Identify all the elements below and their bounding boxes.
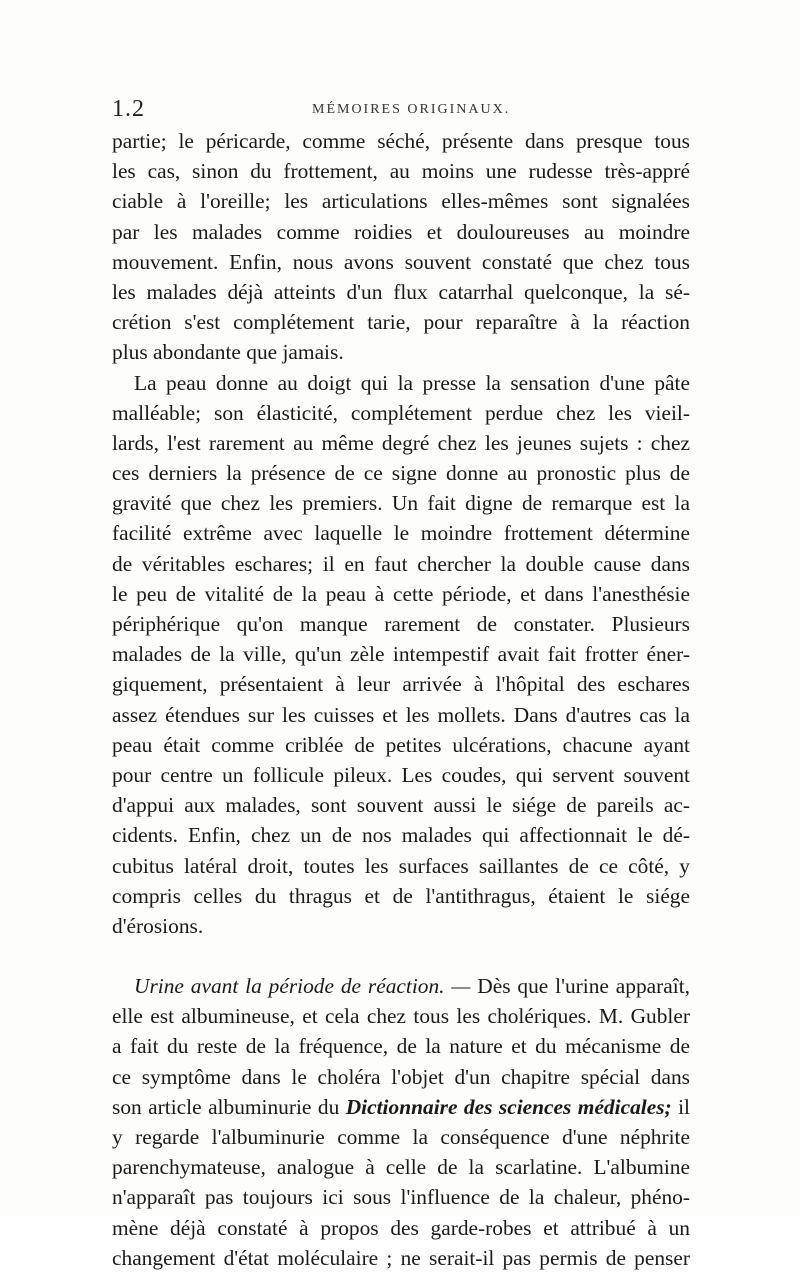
text-line: périphérique qu'on manque rarement de constater. Plusieurs [112, 612, 690, 636]
text-line: malléable; son élasticité, complétement perdue chez les vieil- [112, 400, 690, 425]
text-fragment: son article albuminurie du [112, 1094, 346, 1119]
text-line: les cas, sinon du frottement, au moins une rudesse très-appré [112, 159, 690, 184]
text-line: y regarde l'albuminurie comme la conséquence d'une néphrite [112, 1125, 690, 1149]
section-first-line-text: Dès que l'urine apparaît, [470, 974, 690, 999]
text-line: mène déjà constaté à propos des garde-robes et attribué à un [112, 1215, 690, 1240]
text-fragment: il [671, 1094, 690, 1119]
text-line: plus abondante que jamais. [112, 340, 344, 365]
text-line: peau était comme criblée de petites ulcérations, chacune ayant [112, 732, 690, 757]
text-line: facilité extrême avec laquelle le moindre frottement détermine [112, 521, 690, 546]
text-line: le peu de vitalité de la peau à cette période, et dans l'anesthésie [112, 581, 690, 606]
text-line: partie; le péricarde, comme séché, présente dans presque tous [112, 129, 690, 153]
section-first-line [112, 971, 690, 1001]
text-line: pour centre un follicule pileux. Les coudes, qui servent souvent [112, 762, 690, 787]
text-line: cubitus latéral droit, toutes les surfaces saillantes de ce côté, y [112, 853, 690, 878]
text-line: de véritables eschares; il en faut chercher la double cause dans [112, 551, 690, 576]
text-line: d'appui aux malades, sont souvent aussi le siége de pareils ac- [112, 793, 690, 818]
text-line: giquement, présentaient à leur arrivée à l'hôpital des eschares [112, 672, 690, 697]
text-line: lards, l'est rarement au même degré chez les jeunes sujets : chez [112, 430, 690, 455]
text-line: elle est albumineuse, et cela chez tous les cholériques. M. Gubler [112, 1004, 690, 1029]
text-line: ce symptôme dans le choléra l'objet d'un chapitre spécial dans [112, 1064, 690, 1089]
text-line: crétion s'est complétement tarie, pour reparaître à la réaction [112, 310, 690, 335]
text-line: mouvement. Enfin, nous avons souvent constaté que chez tous [112, 249, 690, 274]
citation-title: Dictionnaire des sciences médicales; [345, 1094, 672, 1119]
text-line: assez étendues sur les cuisses et les mollets. Dans d'autres cas la [112, 702, 690, 727]
text-line: a fait du reste de la fréquence, de la nature et du mécanisme de [112, 1034, 690, 1059]
text-line: compris celles du thragus et de l'antithragus, étaient le siége [112, 883, 690, 908]
text-line-with-citation [112, 1092, 690, 1122]
running-title: MÉMOIRES ORIGINAUX. [312, 102, 511, 117]
text-line: n'apparaît pas toujours ici sous l'influence de la chaleur, phéno- [112, 1185, 690, 1210]
text-line: gravité que chez les premiers. Un fait digne de remarque est la [112, 491, 690, 516]
text-line: d'érosions. [112, 913, 204, 938]
text-line: par les malades comme roidies et douloureuses au moindre [112, 219, 690, 244]
text-line: ciable à l'oreille; les articulations elles-mêmes sont signalées [112, 189, 690, 214]
text-line: malades de la ville, qu'un zèle intempestif avait fait frotter éner- [112, 642, 690, 667]
page-number: 1.2 [112, 96, 145, 122]
text-line: ces derniers la présence de ce signe donne au pronostic plus de [112, 461, 690, 486]
text-line: les malades déjà atteints d'un flux catarrhal quelconque, la sé- [112, 279, 690, 304]
section-heading: Urine avant la période de réaction. — [134, 974, 471, 999]
running-head [112, 96, 692, 124]
text-line: parenchymateuse, analogue à celle de la scarlatine. L'albumine [112, 1155, 690, 1180]
body-text [112, 126, 690, 1273]
section-gap [112, 941, 690, 971]
text-line: changement d'état moléculaire ; ne serait-il pas permis de penser [112, 1245, 690, 1270]
text-line: cidents. Enfin, chez un de nos malades qui affectionnait le dé- [112, 823, 690, 848]
text-line: La peau donne au doigt qui la presse la sensation d'une pâte [134, 370, 690, 395]
